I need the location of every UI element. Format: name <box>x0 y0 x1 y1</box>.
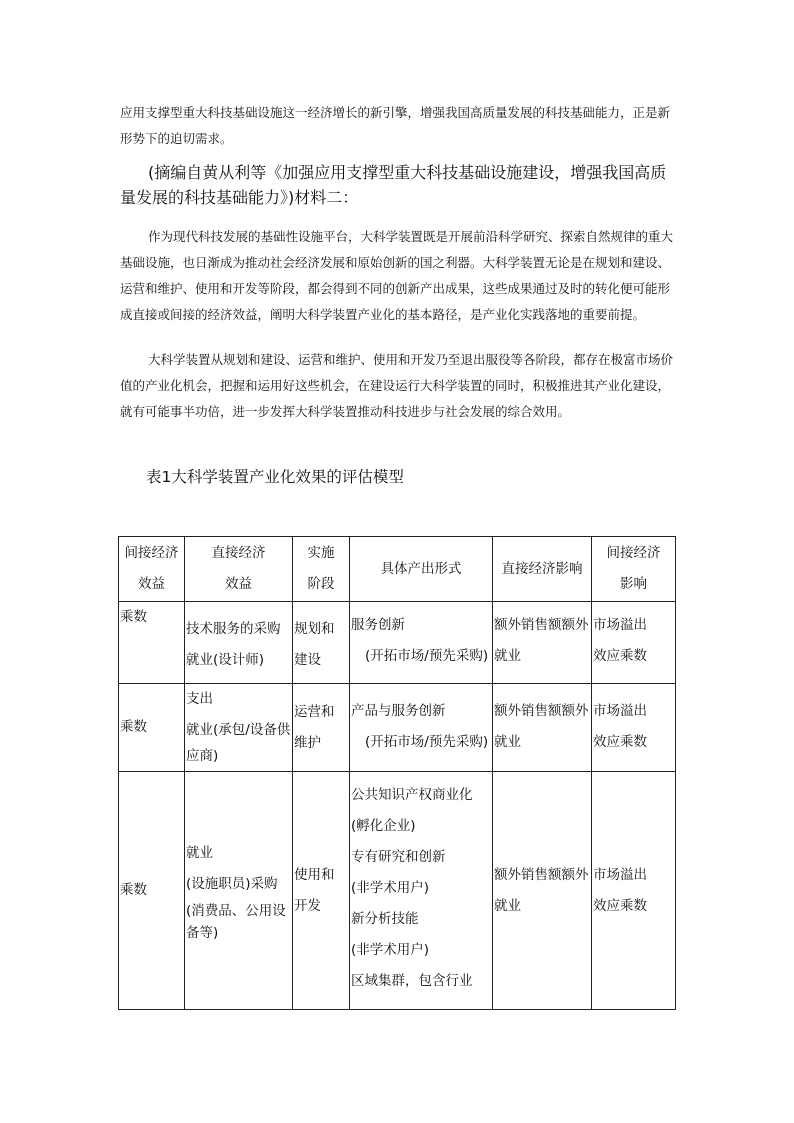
cell-direct-benefit: 就业 (设施职员)采购 (消费品、公用设 备等) <box>185 772 293 1010</box>
cell-direct-impact: 额外销售额额外 就业 <box>493 772 592 1010</box>
cell-indirect-benefit: 乘数 <box>119 684 185 772</box>
cell-stage: 运营和 维护 <box>293 684 350 772</box>
table-caption: 表1大科学装置产业化效果的评估模型 <box>146 468 404 486</box>
header-output: 具体产出形式 <box>350 537 493 602</box>
cell-direct-impact: 额外销售额额外 就业 <box>493 602 592 684</box>
header-direct-impact: 直接经济影响 <box>493 537 592 602</box>
table-row <box>119 602 676 684</box>
cell-indirect-impact: 市场溢出 效应乘数 <box>592 684 676 772</box>
header-indirect-impact: 间接经济 影响 <box>592 537 676 602</box>
cell-indirect-impact: 市场溢出 效应乘数 <box>592 602 676 684</box>
cell-direct-benefit: 技术服务的采购 就业(设计师) <box>185 602 293 684</box>
cell-indirect-benefit: 乘数 <box>119 772 185 1010</box>
table-header-row <box>119 537 676 602</box>
cell-direct-benefit: 支出 就业(承包/设备供 应商) <box>185 684 293 772</box>
body-paragraph-1: 作为现代科技发展的基础性设施平台，大科学装置既是开展前沿科学研究、探索自然规律的重大基础设施，也日渐成为推动社会经济发展和原始创新的国之利器。大科学装置无论是在规划和建设、运营和维护、使用和开发等阶段，都会得到不同的创新产出成果，这些成果通过及时的转化便可能形成直接或间接的经济效益，阐明大科学装置产业化的基本路径，是产业化实践落地的重要前提。 <box>120 229 674 322</box>
cell-output: 产品与服务创新 (开拓市场/预先采购) <box>350 684 493 772</box>
source-citation: (摘编自黄从利等《加强应用支撑型重大科技基础设施建设，增强我国高质量发展的科技基础能力》)材料二： <box>120 163 667 207</box>
header-indirect-benefit: 间接经济 效益 <box>119 537 185 602</box>
table-row <box>119 684 676 772</box>
header-stage: 实施 阶段 <box>293 537 350 602</box>
cell-indirect-impact: 市场溢出 效应乘数 <box>592 772 676 1010</box>
body-paragraph-2: 大科学装置从规划和建设、运营和维护、使用和开发乃至退出服役等各阶段，都存在极富市场价值的产业化机会，把握和运用好这些机会，在建设运行大科学装置的同时，积极推进其产业化建设，就有可能事半功倍，进一步发挥大科学装置推动科技进步与社会发展的综合效用。 <box>120 352 674 419</box>
cell-output: 服务创新 (开拓市场/预先采购) <box>350 602 493 684</box>
table-row <box>119 772 676 1010</box>
cell-direct-impact: 额外销售额额外 就业 <box>493 684 592 772</box>
header-direct-benefit: 直接经济 效益 <box>185 537 293 602</box>
cell-indirect-benefit: 乘数 <box>119 602 185 684</box>
intro-paragraph: 应用支撑型重大科技基础设施这一经济增长的新引擎，增强我国高质量发展的科技基础能力，正是新形势下的迫切需求。 <box>120 105 671 146</box>
assessment-model-table <box>118 536 676 1010</box>
cell-stage: 规划和 建设 <box>293 602 350 684</box>
cell-output: 公共知识产权商业化 (孵化企业) 专有研究和创新 (非学术用户) 新分析技能 (非学术用户) 区域集群，包含行业 <box>350 772 493 1010</box>
cell-stage: 使用和 开发 <box>293 772 350 1010</box>
